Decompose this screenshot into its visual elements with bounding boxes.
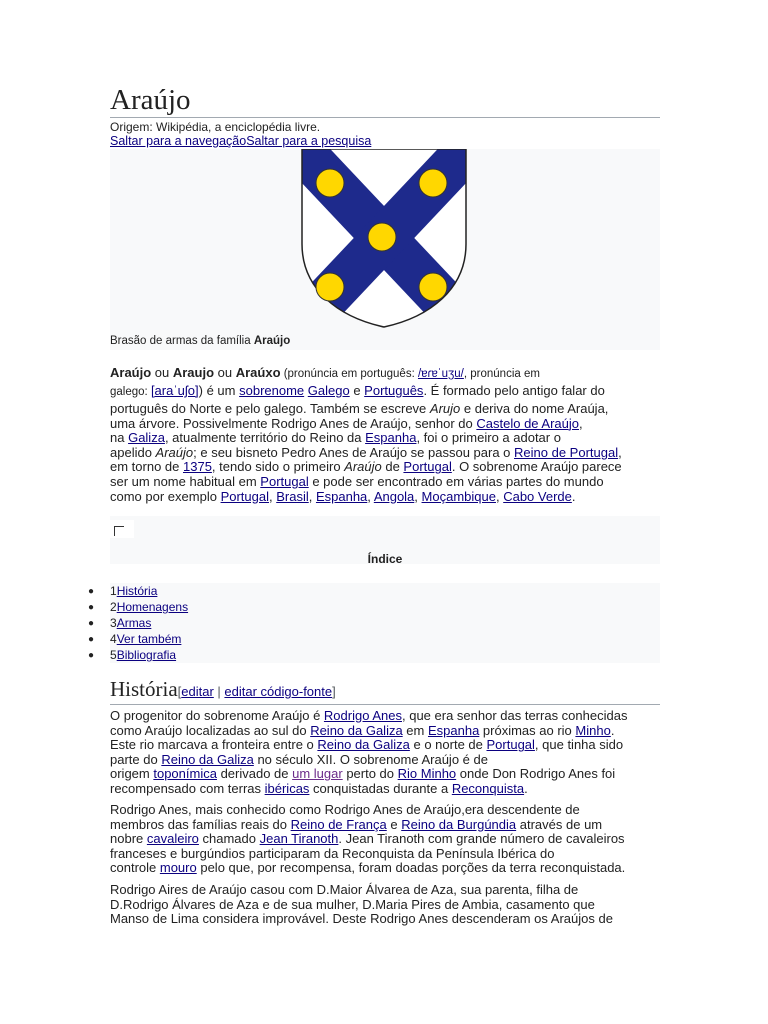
link-reconquista[interactable]: Reconquista bbox=[451, 780, 525, 796]
jump-navigation-link[interactable]: Saltar para a navegação bbox=[110, 134, 247, 148]
link-1375[interactable]: 1375 bbox=[183, 459, 212, 475]
link-galego[interactable]: Galego bbox=[307, 383, 350, 398]
toc-item[interactable]: ● 5Bibliografia bbox=[88, 648, 177, 662]
toc-item[interactable]: ● 4Ver também bbox=[88, 632, 182, 646]
toc-item[interactable]: ● 3Armas bbox=[88, 616, 152, 630]
link-cabo-verde[interactable]: Cabo Verde bbox=[503, 488, 572, 504]
link-minho[interactable]: Minho bbox=[575, 722, 611, 738]
ipa-gl-link[interactable]: [araˈuʃo] bbox=[150, 383, 199, 398]
edit-link[interactable]: editar bbox=[181, 684, 214, 699]
link-angola[interactable]: Angola bbox=[373, 488, 415, 504]
link-espanha-3[interactable]: Espanha bbox=[427, 722, 480, 738]
link-reino-burgundia[interactable]: Reino da Burgúndia bbox=[401, 816, 517, 832]
link-reino-galiza-3[interactable]: Reino da Galiza bbox=[161, 751, 254, 767]
link-castelo-araujo[interactable]: Castelo de Araújo bbox=[476, 415, 579, 431]
toc-list bbox=[88, 583, 660, 663]
historia-paragraph-2: Rodrigo Anes, mais conhecido como Rodrigo Anes de Araújo,era descendente de membros das famílias reais do Reino de França e Reino da Burgúndia através de um nobre cavaleiro chamado Jean Tiranoth. Jean Tiranoth com grande número de cavaleiros franceses e burgúndios participaram da Reconquista da Península Ibérica do controle mouro pelo que, por recompensa, foram doadas porções da terra reconquistada. bbox=[110, 802, 626, 876]
link-reino-franca[interactable]: Reino de França bbox=[290, 816, 387, 832]
edit-source-link[interactable]: editar código-fonte bbox=[224, 684, 333, 699]
link-espanha[interactable]: Espanha bbox=[365, 430, 417, 446]
link-mocambique[interactable]: Moçambique bbox=[421, 488, 496, 504]
link-reino-portugal[interactable]: Reino de Portugal bbox=[514, 444, 619, 460]
link-reino-galiza-2[interactable]: Reino da Galiza bbox=[317, 737, 410, 753]
historia-paragraph-1: O progenitor do sobrenome Araújo é Rodrigo Anes, que era senhor das terras conhecidas como Araújo localizadas ao sul do Reino da Galiza em Espanha próximas ao rio Minho. Este rio marcava a fronteira entre o Reino da Galiza e o norte de Portugal, que tinha sido parte do Reino da Galiza no século XII. O sobrenome Araújo é de origem toponímica derivado de um lugar perto do Rio Minho onde Don Rodrigo Anes foi recompensado com terras ibéricas conquistadas durante a Reconquista. bbox=[110, 708, 628, 796]
link-rodrigo-anes[interactable]: Rodrigo Anes bbox=[323, 708, 402, 723]
link-ibericas[interactable]: ibéricas bbox=[264, 780, 310, 796]
link-um-lugar[interactable]: um lugar bbox=[292, 766, 343, 782]
site-subtitle: Origem: Wikipédia, a enciclopédia livre. bbox=[110, 120, 321, 134]
link-mouro[interactable]: mouro bbox=[159, 860, 197, 876]
bullet-icon: ● bbox=[88, 602, 95, 613]
toc-title: Índice bbox=[367, 552, 403, 566]
link-galiza[interactable]: Galiza bbox=[128, 430, 165, 446]
intro-paragraph: Araújo ou Araujo ou Araúxo (pronúncia em português: /ɐɾɐˈuʒu/, pronúncia em galego: [araˈuʃo]) é um sobrenome Galego e Português. É formado pelo antigo falar do português do Norte e pelo galego. Também se escreve Arujo e deriva do nome Araúja, uma árvore. Possivelmente Rodrigo Anes de Araújo, senhor do Castelo de Araújo, na Galiza, atualmente território do Reino da Espanha, foi o primeiro a adotar o apelido Araújo; e seu bisneto Pedro Anes de Araújo se passou para o Reino de Portugal, em torno de 1375, tendo sido o primeiro Araújo de Portugal. O sobrenome Araújo parece ser um nome habitual em Portugal e pode ser encontrado em várias partes do mundo como por exemplo Portugal, Brasil, Espanha, Angola, Moçambique, Cabo Verde. bbox=[110, 365, 622, 504]
link-portugal-3[interactable]: Portugal bbox=[220, 488, 269, 504]
infobox-caption: Brasão de armas da família Araújo bbox=[110, 335, 291, 347]
toc-header bbox=[110, 516, 660, 564]
link-reino-galiza[interactable]: Reino da Galiza bbox=[310, 722, 403, 738]
infobox bbox=[110, 149, 660, 350]
toc-item[interactable]: ● 1História bbox=[88, 584, 158, 598]
coat-of-arms-image[interactable] bbox=[300, 149, 468, 329]
page-title: Araújo bbox=[110, 84, 660, 118]
historia-paragraph-3: Rodrigo Aires de Araújo casou com D.Maior Álvarea de Aza, sua parenta, filha de D.Rodrigo Álvares de Aza e de sua mulher, D.Maria Pires de Ambia, casamento que Manso de Lima considera improvável. Deste Rodrigo Anes descenderam os Araújos de bbox=[110, 882, 613, 927]
link-sobrenome[interactable]: sobrenome bbox=[239, 383, 305, 398]
jump-search-link[interactable]: Saltar para a pesquisa bbox=[246, 134, 372, 148]
bullet-icon: ● bbox=[88, 650, 95, 661]
link-rio-minho[interactable]: Rio Minho bbox=[397, 766, 457, 782]
toggle-icon bbox=[114, 526, 124, 536]
link-portugal-2[interactable]: Portugal bbox=[260, 473, 309, 489]
toc-toggle[interactable] bbox=[110, 520, 134, 538]
jump-links bbox=[110, 134, 371, 148]
bullet-icon: ● bbox=[88, 618, 95, 629]
link-portugal[interactable]: Portugal bbox=[403, 459, 452, 475]
link-toponimica[interactable]: toponímica bbox=[153, 766, 217, 782]
section-heading-historia: História[editar | editar código-fonte] bbox=[110, 677, 660, 705]
link-portugal-4[interactable]: Portugal bbox=[486, 737, 535, 753]
ipa-pt-link[interactable]: /ɐɾɐˈuʒu/ bbox=[417, 368, 464, 380]
toc-item[interactable]: ● 2Homenagens bbox=[88, 600, 189, 614]
edit-links: [editar | editar código-fonte] bbox=[177, 684, 336, 699]
bullet-icon: ● bbox=[88, 586, 95, 597]
bullet-icon: ● bbox=[88, 634, 95, 645]
link-portugues[interactable]: Português bbox=[364, 383, 424, 398]
link-espanha-2[interactable]: Espanha bbox=[315, 488, 368, 504]
link-cavaleiro[interactable]: cavaleiro bbox=[146, 831, 199, 847]
link-brasil[interactable]: Brasil bbox=[276, 488, 309, 504]
link-jean-tiranoth[interactable]: Jean Tiranoth bbox=[259, 831, 339, 847]
